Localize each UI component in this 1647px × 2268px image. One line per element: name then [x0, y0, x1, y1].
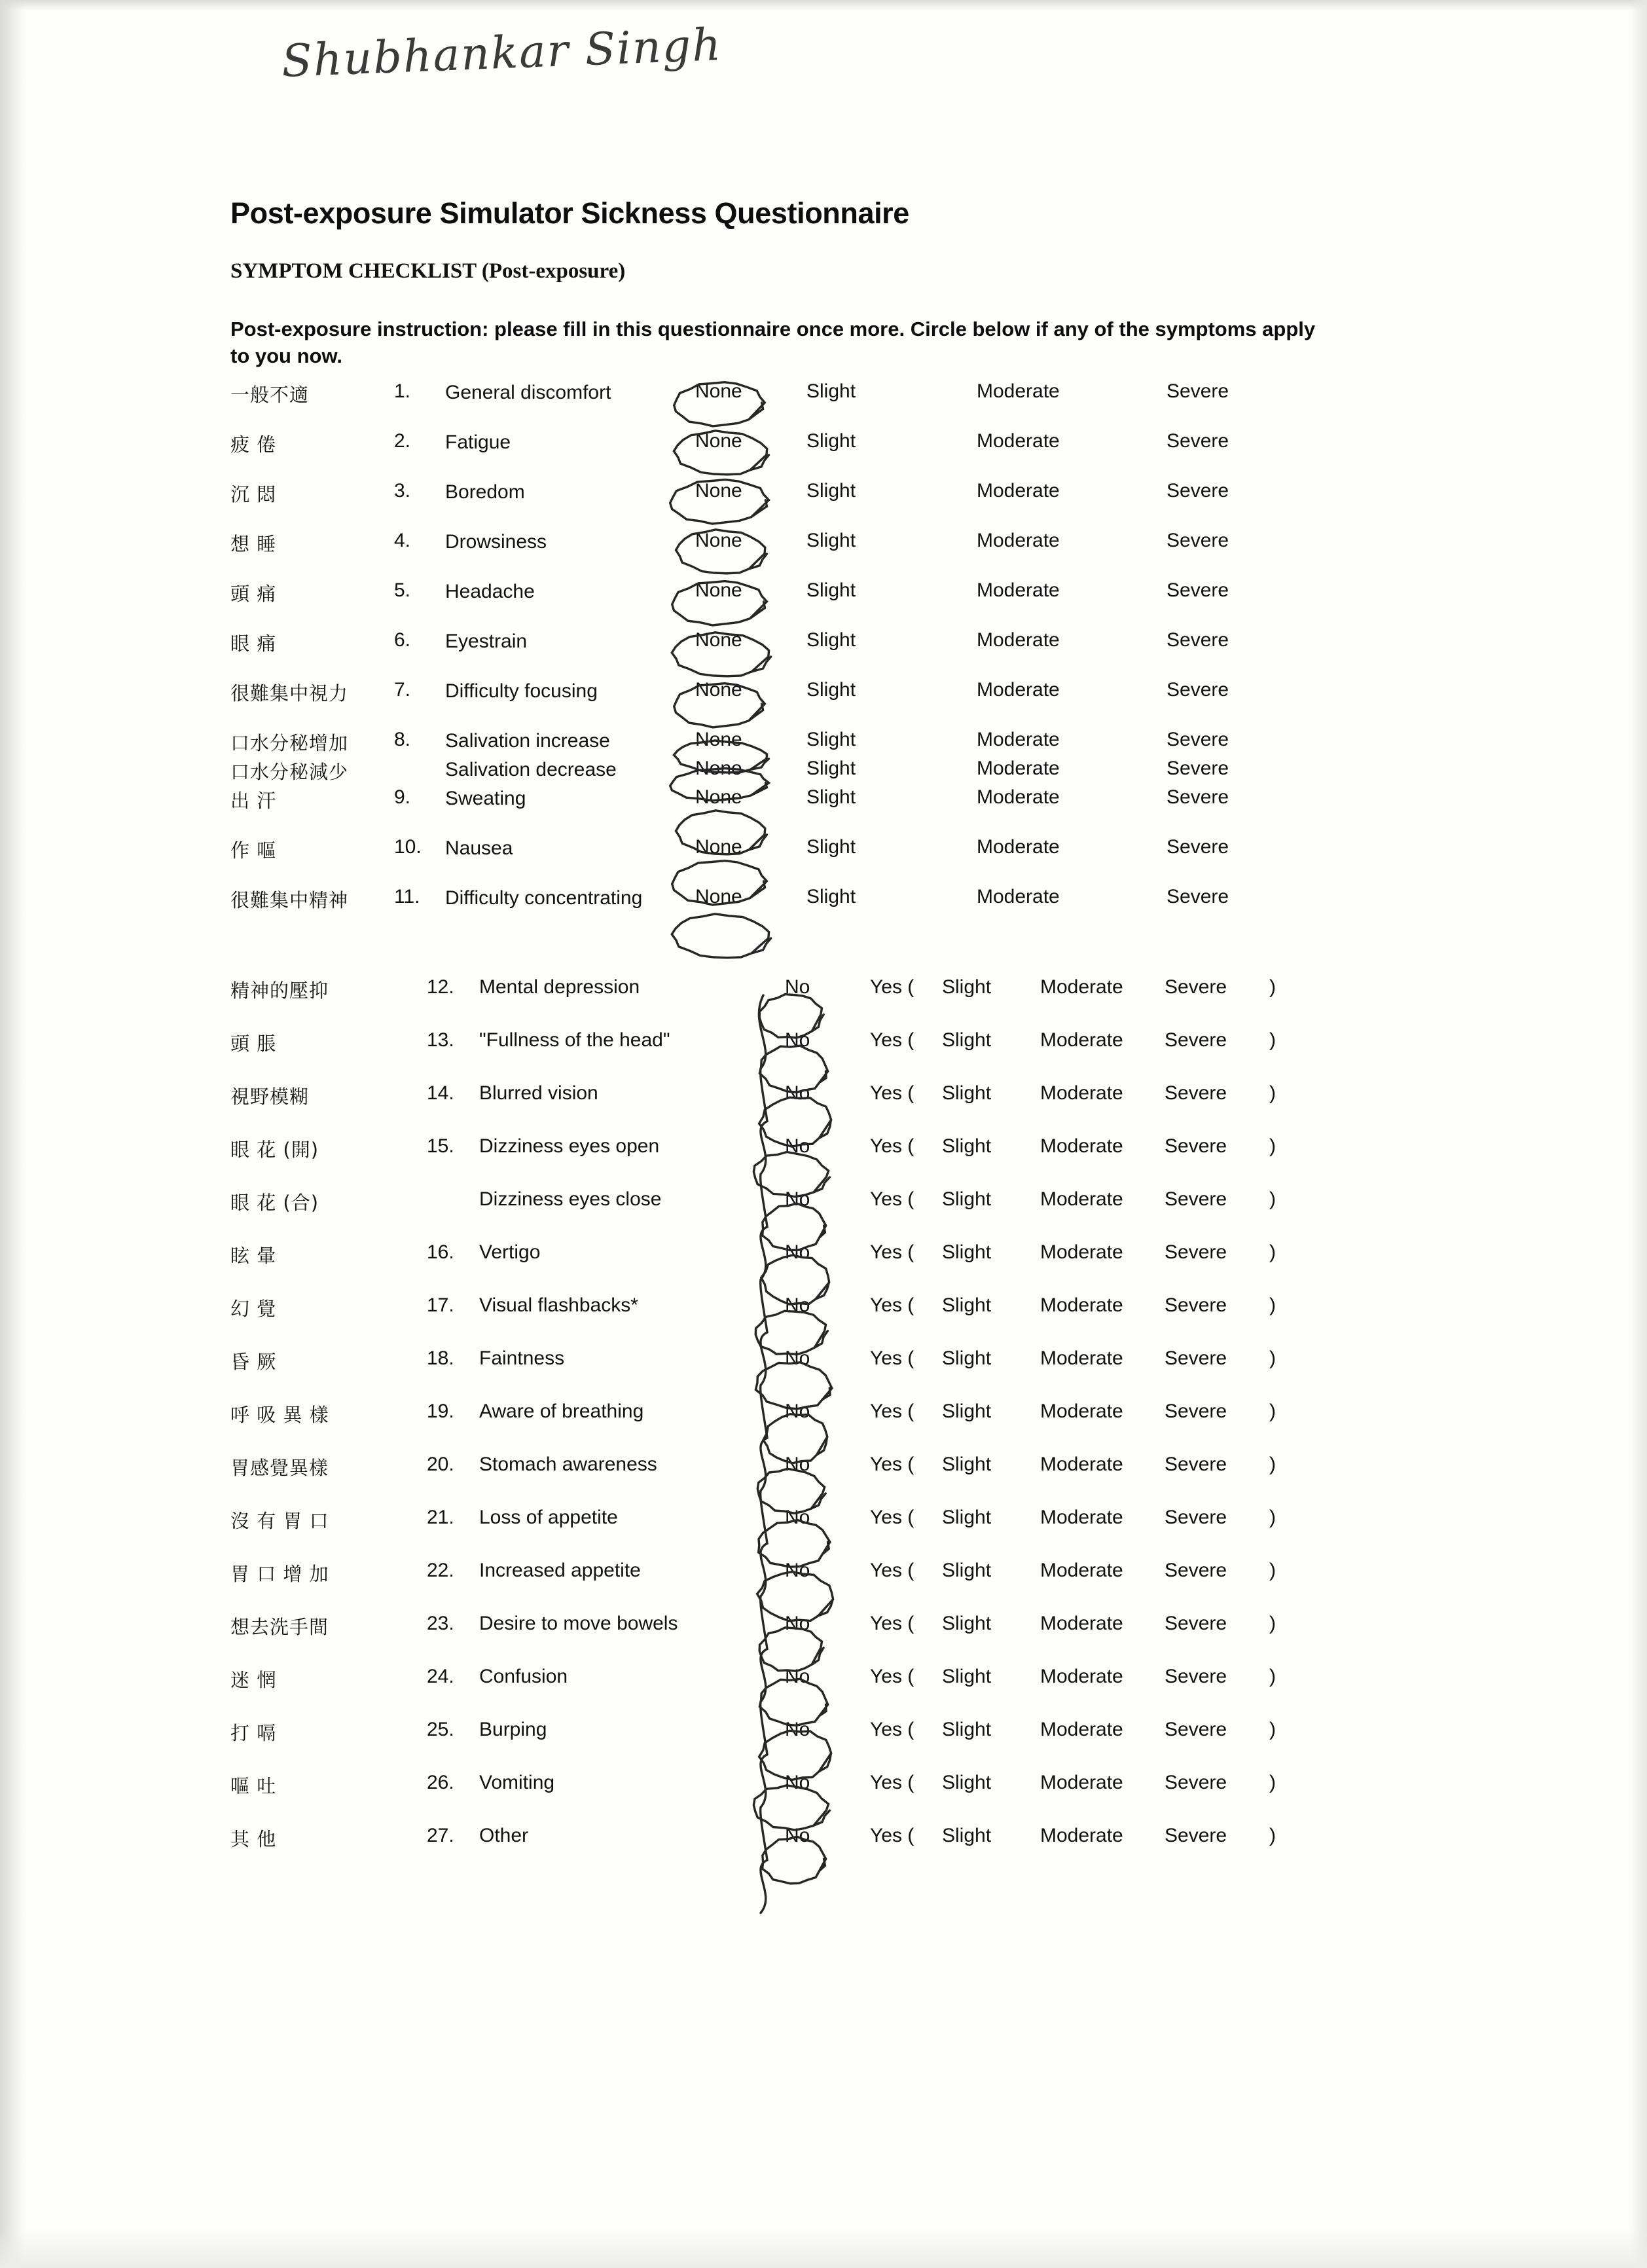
option-none[interactable]: None	[695, 629, 742, 651]
option-yes[interactable]: Yes (	[870, 1029, 914, 1051]
symptom-label-en: Mental depression	[479, 976, 640, 998]
option-slight[interactable]: Slight	[806, 479, 856, 502]
option-yes[interactable]: Yes (	[870, 1718, 914, 1740]
option-severe[interactable]: Severe	[1165, 1718, 1227, 1740]
option-slight[interactable]: Slight	[942, 1771, 992, 1793]
symptom-row	[230, 882, 1474, 934]
option-slight[interactable]: Slight	[806, 529, 856, 551]
option-severe[interactable]: Severe	[1165, 1665, 1227, 1687]
option-severe[interactable]: Severe	[1165, 1400, 1227, 1422]
symptom-number: 15.	[427, 1135, 454, 1157]
option-moderate[interactable]: Moderate	[1040, 1188, 1123, 1210]
symptom-row	[230, 1501, 1474, 1554]
option-severe[interactable]: Severe	[1165, 1294, 1227, 1316]
section-subtitle: SYMPTOM CHECKLIST (Post-exposure)	[230, 259, 626, 283]
option-moderate[interactable]: Moderate	[977, 579, 1060, 601]
symptom-label-en: Nausea	[445, 837, 513, 859]
option-yes[interactable]: Yes (	[870, 1347, 914, 1369]
symptom-label-zh: 口水分秘增加	[230, 731, 349, 754]
symptom-label-zh: 出 汗	[230, 789, 277, 812]
option-moderate[interactable]: Moderate	[1040, 1029, 1123, 1051]
option-close-paren: )	[1269, 1824, 1276, 1846]
symptom-list-none-scale	[230, 376, 1474, 934]
instruction-text: Post-exposure instruction: please fill in this questionnaire once more. Circle below if any of the symptoms apply to you now.	[230, 318, 1316, 367]
option-severe[interactable]: Severe	[1167, 678, 1229, 701]
option-slight[interactable]: Slight	[942, 1082, 992, 1104]
symptom-number: 5.	[394, 579, 411, 601]
option-slight[interactable]: Slight	[942, 1135, 992, 1157]
symptom-row	[230, 526, 1474, 576]
symptom-label-zh: 很難集中視力	[230, 682, 349, 704]
option-severe[interactable]: Severe	[1165, 1029, 1227, 1051]
option-yes[interactable]: Yes (	[870, 1294, 914, 1316]
symptom-number: 27.	[427, 1824, 454, 1846]
option-no[interactable]: No	[785, 1718, 810, 1740]
option-slight[interactable]: Slight	[806, 430, 856, 452]
questionnaire-body	[230, 196, 1474, 1873]
symptom-label-zh: 一般不適	[230, 383, 310, 406]
option-severe[interactable]: Severe	[1165, 1612, 1227, 1634]
option-yes[interactable]: Yes (	[870, 1559, 914, 1581]
symptom-label-zh: 口水分秘減少	[230, 760, 349, 783]
symptom-label-en: Other	[479, 1824, 529, 1846]
option-none[interactable]: None	[695, 835, 742, 858]
option-no[interactable]: No	[785, 1771, 810, 1793]
option-no[interactable]: No	[785, 1400, 810, 1422]
option-severe[interactable]: Severe	[1167, 835, 1229, 858]
option-slight[interactable]: Slight	[942, 1241, 992, 1263]
handwritten-participant-name: Shubhankar Singh	[280, 19, 723, 88]
symptom-label-en: Stomach awareness	[479, 1453, 657, 1475]
symptom-label-zh: 想 睡	[230, 532, 277, 555]
option-yes[interactable]: Yes (	[870, 1612, 914, 1634]
symptom-label-en: Desire to move bowels	[479, 1612, 678, 1634]
symptom-label-zh: 其 他	[230, 1827, 277, 1850]
option-moderate[interactable]: Moderate	[977, 380, 1060, 402]
option-close-paren: )	[1269, 1082, 1276, 1104]
option-slight[interactable]: Slight	[942, 1188, 992, 1210]
symptom-number: 14.	[427, 1082, 454, 1104]
option-none[interactable]: None	[695, 757, 742, 779]
symptom-label-zh: 打 嗝	[230, 1721, 277, 1744]
symptom-number: 8.	[394, 728, 411, 750]
option-none[interactable]: None	[695, 885, 742, 907]
option-slight[interactable]: Slight	[942, 1347, 992, 1369]
symptom-row	[230, 1607, 1474, 1660]
symptom-row	[230, 1024, 1474, 1077]
option-no[interactable]: No	[785, 976, 810, 998]
option-no[interactable]: No	[785, 1188, 810, 1210]
option-no[interactable]: No	[785, 1506, 810, 1528]
symptom-number: 22.	[427, 1559, 454, 1581]
option-moderate[interactable]: Moderate	[977, 430, 1060, 452]
symptom-row	[230, 625, 1474, 675]
option-yes[interactable]: Yes (	[870, 1241, 914, 1263]
symptom-number: 26.	[427, 1771, 454, 1793]
scan-edge-bottom	[0, 2229, 1647, 2268]
option-severe[interactable]: Severe	[1167, 629, 1229, 651]
option-severe[interactable]: Severe	[1167, 579, 1229, 601]
symptom-row	[230, 782, 1474, 832]
option-no[interactable]: No	[785, 1612, 810, 1634]
symptom-row	[230, 1130, 1474, 1183]
symptom-label-en: Dizziness eyes close	[479, 1188, 662, 1210]
option-no[interactable]: No	[785, 1347, 810, 1369]
symptom-row	[230, 576, 1474, 625]
symptom-row	[230, 725, 1474, 754]
symptom-label-en: Headache	[445, 580, 535, 602]
symptom-label-en: Eyestrain	[445, 630, 528, 652]
symptom-number: 16.	[427, 1241, 454, 1263]
symptom-label-zh: 沉 悶	[230, 483, 277, 505]
option-moderate[interactable]: Moderate	[1040, 1347, 1123, 1369]
symptom-number	[394, 754, 445, 758]
symptom-row	[230, 1077, 1474, 1130]
option-slight[interactable]: Slight	[806, 786, 856, 808]
option-severe[interactable]: Severe	[1165, 976, 1227, 998]
option-moderate[interactable]: Moderate	[977, 728, 1060, 750]
symptom-row	[230, 1766, 1474, 1820]
option-severe[interactable]: Severe	[1167, 728, 1229, 750]
symptom-number: 12.	[427, 976, 454, 998]
option-no[interactable]: No	[785, 1135, 810, 1157]
option-no[interactable]: No	[785, 1029, 810, 1051]
option-close-paren: )	[1269, 1400, 1276, 1422]
option-close-paren: )	[1269, 1347, 1276, 1369]
option-severe[interactable]: Severe	[1167, 757, 1229, 779]
symptom-row	[230, 754, 1474, 782]
symptom-row	[230, 1713, 1474, 1766]
symptom-label-en: Blurred vision	[479, 1082, 598, 1104]
option-moderate[interactable]: Moderate	[1040, 1082, 1123, 1104]
option-no[interactable]: No	[785, 1294, 810, 1316]
option-yes[interactable]: Yes (	[870, 1506, 914, 1528]
symptom-number: 19.	[427, 1400, 454, 1422]
option-severe[interactable]: Severe	[1165, 1771, 1227, 1793]
option-moderate[interactable]: Moderate	[1040, 1824, 1123, 1846]
option-slight[interactable]: Slight	[806, 835, 856, 858]
option-close-paren: )	[1269, 1506, 1276, 1528]
option-severe[interactable]: Severe	[1167, 380, 1229, 402]
symptom-label-en: Loss of appetite	[479, 1506, 618, 1528]
symptom-label-zh: 昏 厥	[230, 1350, 277, 1373]
option-moderate[interactable]: Moderate	[977, 529, 1060, 551]
symptom-label-zh: 呼 吸 異 樣	[230, 1403, 329, 1426]
symptom-label-zh: 很難集中精神	[230, 888, 349, 911]
option-slight[interactable]: Slight	[942, 1029, 992, 1051]
option-slight[interactable]: Slight	[942, 976, 992, 998]
option-moderate[interactable]: Moderate	[1040, 1718, 1123, 1740]
symptom-label-en: Aware of breathing	[479, 1400, 644, 1422]
option-close-paren: )	[1269, 1241, 1276, 1263]
option-moderate[interactable]: Moderate	[977, 835, 1060, 858]
symptom-label-zh: 眼 花 (開)	[230, 1138, 319, 1161]
option-moderate[interactable]: Moderate	[1040, 1771, 1123, 1793]
option-moderate[interactable]: Moderate	[1040, 1559, 1123, 1581]
option-moderate[interactable]: Moderate	[1040, 1241, 1123, 1263]
option-severe[interactable]: Severe	[1165, 1241, 1227, 1263]
symptom-label-zh: 疲 倦	[230, 433, 277, 456]
option-none[interactable]: None	[695, 678, 742, 701]
symptom-label-zh: 胃 口 增 加	[230, 1562, 329, 1585]
option-moderate[interactable]: Moderate	[977, 786, 1060, 808]
option-moderate[interactable]: Moderate	[1040, 1612, 1123, 1634]
symptom-row	[230, 426, 1474, 476]
option-slight[interactable]: Slight	[942, 1294, 992, 1316]
option-severe[interactable]: Severe	[1165, 1559, 1227, 1581]
symptom-number	[427, 1183, 479, 1188]
option-moderate[interactable]: Moderate	[977, 678, 1060, 701]
symptom-label-en: Salivation increase	[445, 729, 610, 752]
option-slight[interactable]: Slight	[806, 728, 856, 750]
option-severe[interactable]: Severe	[1167, 786, 1229, 808]
symptom-label-en: Vertigo	[479, 1241, 541, 1263]
option-slight[interactable]: Slight	[942, 1718, 992, 1740]
option-yes[interactable]: Yes (	[870, 1665, 914, 1687]
option-close-paren: )	[1269, 1559, 1276, 1581]
option-severe[interactable]: Severe	[1167, 479, 1229, 502]
option-moderate[interactable]: Moderate	[1040, 1135, 1123, 1157]
symptom-row	[230, 675, 1474, 725]
option-no[interactable]: No	[785, 1453, 810, 1475]
symptom-label-en: Faintness	[479, 1347, 565, 1369]
option-slight[interactable]: Slight	[806, 757, 856, 779]
option-slight[interactable]: Slight	[806, 380, 856, 402]
option-yes[interactable]: Yes (	[870, 1453, 914, 1475]
symptom-label-en: Sweating	[445, 787, 526, 809]
symptom-label-en: General discomfort	[445, 381, 611, 403]
option-slight[interactable]: Slight	[806, 629, 856, 651]
option-yes[interactable]: Yes (	[870, 976, 914, 998]
symptom-row	[230, 1342, 1474, 1395]
option-close-paren: )	[1269, 1188, 1276, 1210]
option-none[interactable]: None	[695, 479, 742, 502]
symptom-row	[230, 1236, 1474, 1289]
option-yes[interactable]: Yes (	[870, 1824, 914, 1846]
symptom-label-zh: 精神的壓抑	[230, 979, 329, 1002]
option-yes[interactable]: Yes (	[870, 1082, 914, 1104]
option-no[interactable]: No	[785, 1241, 810, 1263]
option-none[interactable]: None	[695, 728, 742, 750]
symptom-row	[230, 1395, 1474, 1448]
option-close-paren: )	[1269, 1665, 1276, 1687]
symptom-label-zh: 想去洗手間	[230, 1615, 329, 1638]
option-severe[interactable]: Severe	[1165, 1188, 1227, 1210]
option-slight[interactable]: Slight	[806, 579, 856, 601]
option-yes[interactable]: Yes (	[870, 1400, 914, 1422]
option-moderate[interactable]: Moderate	[977, 629, 1060, 651]
symptom-label-zh: 頭 痛	[230, 582, 277, 605]
symptom-number: 24.	[427, 1665, 454, 1687]
symptom-label-zh: 視野模糊	[230, 1085, 310, 1108]
option-severe[interactable]: Severe	[1167, 885, 1229, 907]
option-severe[interactable]: Severe	[1165, 1347, 1227, 1369]
scan-edge-left	[0, 0, 25, 2268]
option-yes[interactable]: Yes (	[870, 1135, 914, 1157]
symptom-label-zh: 胃感覺異樣	[230, 1456, 329, 1479]
option-severe[interactable]: Severe	[1165, 1453, 1227, 1475]
scan-edge-right	[1630, 0, 1647, 2268]
symptom-number: 9.	[394, 786, 411, 808]
option-slight[interactable]: Slight	[942, 1824, 992, 1846]
option-slight[interactable]: Slight	[942, 1665, 992, 1687]
symptom-number: 21.	[427, 1506, 454, 1528]
symptom-number: 20.	[427, 1453, 454, 1475]
option-severe[interactable]: Severe	[1165, 1082, 1227, 1104]
symptom-row	[230, 1820, 1474, 1873]
option-severe[interactable]: Severe	[1165, 1824, 1227, 1846]
option-moderate[interactable]: Moderate	[977, 479, 1060, 502]
symptom-number: 11.	[394, 885, 420, 907]
symptom-number: 2.	[394, 430, 411, 452]
symptom-label-en: Fatigue	[445, 431, 511, 453]
option-close-paren: )	[1269, 1453, 1276, 1475]
symptom-label-en: Drowsiness	[445, 530, 547, 553]
symptom-label-zh: 眼 痛	[230, 632, 277, 655]
option-none[interactable]: None	[695, 786, 742, 808]
symptom-number: 10.	[394, 835, 422, 858]
symptom-label-en: Dizziness eyes open	[479, 1135, 660, 1157]
symptom-row	[230, 376, 1474, 426]
symptom-list-yesno-scale	[230, 971, 1474, 1873]
symptom-row	[230, 1660, 1474, 1713]
symptom-number: 18.	[427, 1347, 454, 1369]
symptom-label-en: Visual flashbacks*	[479, 1294, 638, 1316]
option-yes[interactable]: Yes (	[870, 1771, 914, 1793]
option-no[interactable]: No	[785, 1824, 810, 1846]
symptom-label-en: "Fullness of the head"	[479, 1029, 670, 1051]
option-none[interactable]: None	[695, 430, 742, 452]
option-no[interactable]: No	[785, 1665, 810, 1687]
option-yes[interactable]: Yes (	[870, 1188, 914, 1210]
option-moderate[interactable]: Moderate	[1040, 1665, 1123, 1687]
symptom-row	[230, 1183, 1474, 1236]
option-slight[interactable]: Slight	[806, 885, 856, 907]
symptom-row	[230, 1448, 1474, 1501]
symptom-label-zh: 幻 覺	[230, 1297, 277, 1320]
option-moderate[interactable]: Moderate	[977, 885, 1060, 907]
option-moderate[interactable]: Moderate	[977, 757, 1060, 779]
symptom-label-en: Vomiting	[479, 1771, 555, 1793]
option-slight[interactable]: Slight	[942, 1612, 992, 1634]
option-moderate[interactable]: Moderate	[1040, 976, 1123, 998]
option-close-paren: )	[1269, 1135, 1276, 1157]
symptom-label-en: Difficulty focusing	[445, 680, 598, 702]
option-moderate[interactable]: Moderate	[1040, 1453, 1123, 1475]
symptom-number: 1.	[394, 380, 411, 402]
option-severe[interactable]: Severe	[1165, 1506, 1227, 1528]
option-moderate[interactable]: Moderate	[1040, 1400, 1123, 1422]
symptom-number: 4.	[394, 529, 411, 551]
symptom-number: 13.	[427, 1029, 454, 1051]
option-slight[interactable]: Slight	[942, 1559, 992, 1581]
symptom-row	[230, 832, 1474, 882]
option-none[interactable]: None	[695, 529, 742, 551]
symptom-row	[230, 1554, 1474, 1607]
symptom-number: 17.	[427, 1294, 454, 1316]
symptom-number: 7.	[394, 678, 411, 701]
symptom-label-en: Boredom	[445, 481, 525, 503]
symptom-number: 3.	[394, 479, 411, 502]
symptom-label-zh: 沒 有 胃 口	[230, 1509, 329, 1532]
option-slight[interactable]: Slight	[942, 1506, 992, 1528]
symptom-label-en: Difficulty concentrating	[445, 887, 643, 909]
symptom-label-en: Increased appetite	[479, 1559, 641, 1581]
option-moderate[interactable]: Moderate	[1040, 1294, 1123, 1316]
option-slight[interactable]: Slight	[942, 1453, 992, 1475]
symptom-label-zh: 嘔 吐	[230, 1774, 277, 1797]
symptom-row	[230, 971, 1474, 1024]
option-close-paren: )	[1269, 1771, 1276, 1793]
symptom-label-zh: 迷 惘	[230, 1668, 277, 1691]
symptom-label-en: Salivation decrease	[445, 758, 617, 780]
option-no[interactable]: No	[785, 1082, 810, 1104]
scan-edge-top	[0, 0, 1647, 10]
symptom-number: 25.	[427, 1718, 454, 1740]
option-severe[interactable]: Severe	[1165, 1135, 1227, 1157]
option-none[interactable]: None	[695, 380, 742, 402]
option-no[interactable]: No	[785, 1559, 810, 1581]
symptom-label-en: Confusion	[479, 1665, 568, 1687]
option-severe[interactable]: Severe	[1167, 529, 1229, 551]
symptom-number: 23.	[427, 1612, 454, 1634]
option-none[interactable]: None	[695, 579, 742, 601]
option-slight[interactable]: Slight	[806, 678, 856, 701]
option-close-paren: )	[1269, 1294, 1276, 1316]
option-slight[interactable]: Slight	[942, 1400, 992, 1422]
option-close-paren: )	[1269, 1718, 1276, 1740]
option-close-paren: )	[1269, 1029, 1276, 1051]
symptom-label-zh: 眼 花 (合)	[230, 1191, 319, 1214]
symptom-number: 6.	[394, 629, 411, 651]
symptom-label-zh: 眩 暈	[230, 1244, 277, 1267]
option-moderate[interactable]: Moderate	[1040, 1506, 1123, 1528]
option-close-paren: )	[1269, 1612, 1276, 1634]
option-close-paren: )	[1269, 976, 1276, 998]
symptom-label-zh: 頭 脹	[230, 1032, 277, 1055]
option-severe[interactable]: Severe	[1167, 430, 1229, 452]
symptom-label-en: Burping	[479, 1718, 547, 1740]
page-title: Post-exposure Simulator Sickness Questionnaire	[230, 196, 909, 230]
symptom-row	[230, 476, 1474, 526]
symptom-row	[230, 1289, 1474, 1342]
symptom-label-zh: 作 嘔	[230, 839, 277, 862]
